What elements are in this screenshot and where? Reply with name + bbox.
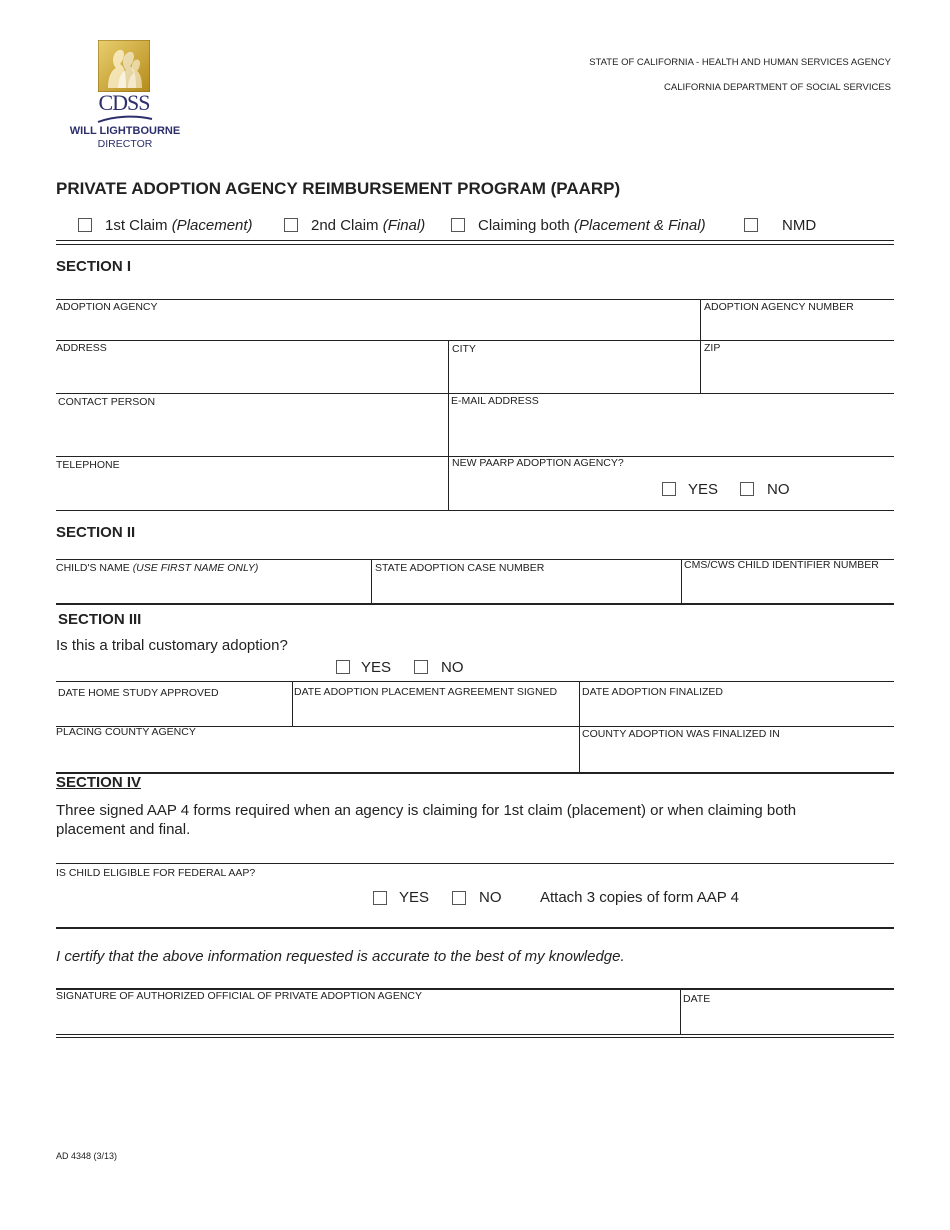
attach-note: Attach 3 copies of form AAP 4 <box>540 889 739 906</box>
signature-line-bottom-1 <box>56 1034 894 1035</box>
section-4-title: SECTION IV <box>56 774 142 791</box>
title-divider-top <box>56 240 894 241</box>
county-finalized-field[interactable] <box>580 727 894 772</box>
new-paarp-no-checkbox[interactable] <box>740 482 754 496</box>
child-name-label: CHILD'S NAME (USE FIRST NAME ONLY) <box>56 562 259 574</box>
tribal-question: Is this a tribal customary adoption? <box>56 637 288 654</box>
logo-abbr: CDSS <box>98 90 150 115</box>
section-4-instructions: Three signed AAP 4 forms required when an agency is claiming for 1st claim (placement) or when claiming both placement and final. <box>56 802 797 838</box>
section-1-title: SECTION I <box>56 258 132 275</box>
s1-line-5 <box>56 510 894 511</box>
certification-statement: I certify that the above information requested is accurate to the best of my knowledge. <box>56 948 625 965</box>
state-case-number-field[interactable] <box>372 560 680 603</box>
director-name: WILL LIGHTBOURNE <box>69 125 181 137</box>
adoption-agency-number-field[interactable] <box>701 300 894 340</box>
claim-nmd-label: NMD <box>782 217 817 234</box>
eligible-no-label: NO <box>479 889 502 906</box>
child-name-field[interactable] <box>56 560 370 603</box>
city-label: CITY <box>452 343 476 355</box>
email-field[interactable] <box>449 394 894 456</box>
signature-line-bottom-2 <box>56 1037 894 1038</box>
claim-1st-label: 1st Claim (Placement) <box>105 217 253 234</box>
form-number: AD 4348 (3/13) <box>56 1151 118 1161</box>
section-2-title: SECTION II <box>56 524 136 541</box>
agency-line-1: STATE OF CALIFORNIA - HEALTH AND HUMAN SERVICES AGENCY <box>589 57 891 68</box>
adoption-agency-label: ADOPTION AGENCY <box>56 301 158 313</box>
date-home-study-label: DATE HOME STUDY APPROVED <box>58 687 219 699</box>
eligible-yes-label: YES <box>399 889 430 906</box>
address-label: ADDRESS <box>56 342 107 354</box>
s4-line-top <box>56 863 894 864</box>
signature-label: SIGNATURE OF AUTHORIZED OFFICIAL OF PRIVATE ADOPTION AGENCY <box>56 990 422 1002</box>
claim-nmd-checkbox[interactable] <box>744 218 758 232</box>
form-title: PRIVATE ADOPTION AGENCY REIMBURSEMENT PROGRAM (PAARP) <box>56 179 621 198</box>
placing-county-field[interactable] <box>56 727 578 772</box>
s2-line-bottom <box>56 603 894 605</box>
new-paarp-no-label: NO <box>767 481 790 498</box>
tribal-no-checkbox[interactable] <box>414 660 428 674</box>
address-field[interactable] <box>56 341 447 393</box>
eligible-question-label: IS CHILD ELIGIBLE FOR FEDERAL AAP? <box>56 867 256 879</box>
telephone-label: TELEPHONE <box>56 459 120 471</box>
agency-line-2: CALIFORNIA DEPARTMENT OF SOCIAL SERVICES <box>664 82 891 93</box>
city-field[interactable] <box>449 341 699 393</box>
new-paarp-yes-label: YES <box>688 481 719 498</box>
eligible-no-checkbox[interactable] <box>452 891 466 905</box>
claim-2nd-checkbox[interactable] <box>284 218 298 232</box>
director-title: DIRECTOR <box>97 138 153 150</box>
claim-1st-checkbox[interactable] <box>78 218 92 232</box>
contact-person-field[interactable] <box>56 394 447 456</box>
county-finalized-label: COUNTY ADOPTION WAS FINALIZED IN <box>582 728 780 740</box>
date-home-study-field[interactable] <box>56 682 291 726</box>
s3-line-bottom <box>56 772 894 774</box>
tribal-no-label: NO <box>441 659 464 676</box>
cdss-emblem-icon <box>98 40 150 92</box>
claim-both-checkbox[interactable] <box>451 218 465 232</box>
telephone-field[interactable] <box>56 457 447 510</box>
claim-2nd-label: 2nd Claim (Final) <box>311 217 426 234</box>
email-label: E-MAIL ADDRESS <box>451 395 539 407</box>
adoption-agency-field[interactable] <box>56 300 699 340</box>
tribal-yes-checkbox[interactable] <box>336 660 350 674</box>
date-placement-agreement-label: DATE ADOPTION PLACEMENT AGREEMENT SIGNED <box>294 686 558 698</box>
zip-label: ZIP <box>704 342 721 354</box>
title-divider-bottom <box>56 244 894 245</box>
signature-field[interactable] <box>56 990 679 1034</box>
cms-cws-id-label: CMS/CWS CHILD IDENTIFIER NUMBER <box>684 559 879 571</box>
date-finalized-label: DATE ADOPTION FINALIZED <box>582 686 723 698</box>
adoption-agency-number-label: ADOPTION AGENCY NUMBER <box>704 301 854 313</box>
state-case-number-label: STATE ADOPTION CASE NUMBER <box>375 562 545 574</box>
s4-line-bottom <box>56 927 894 929</box>
date-finalized-field[interactable] <box>580 682 894 726</box>
logo-swoosh-icon <box>96 114 154 124</box>
date-label: DATE <box>683 993 711 1005</box>
zip-field[interactable] <box>701 341 894 393</box>
cms-cws-id-field[interactable] <box>682 560 894 603</box>
date-placement-agreement-field[interactable] <box>293 682 578 726</box>
new-paarp-yes-checkbox[interactable] <box>662 482 676 496</box>
eligible-yes-checkbox[interactable] <box>373 891 387 905</box>
signature-date-field[interactable] <box>681 990 894 1034</box>
tribal-yes-label: YES <box>361 659 392 676</box>
section-3-title: SECTION III <box>58 611 142 628</box>
new-paarp-label: NEW PAARP ADOPTION AGENCY? <box>452 457 624 469</box>
contact-person-label: CONTACT PERSON <box>58 396 156 408</box>
claim-both-label: Claiming both (Placement & Final) <box>478 217 706 234</box>
cdss-logo <box>60 38 190 153</box>
placing-county-label: PLACING COUNTY AGENCY <box>56 726 196 738</box>
